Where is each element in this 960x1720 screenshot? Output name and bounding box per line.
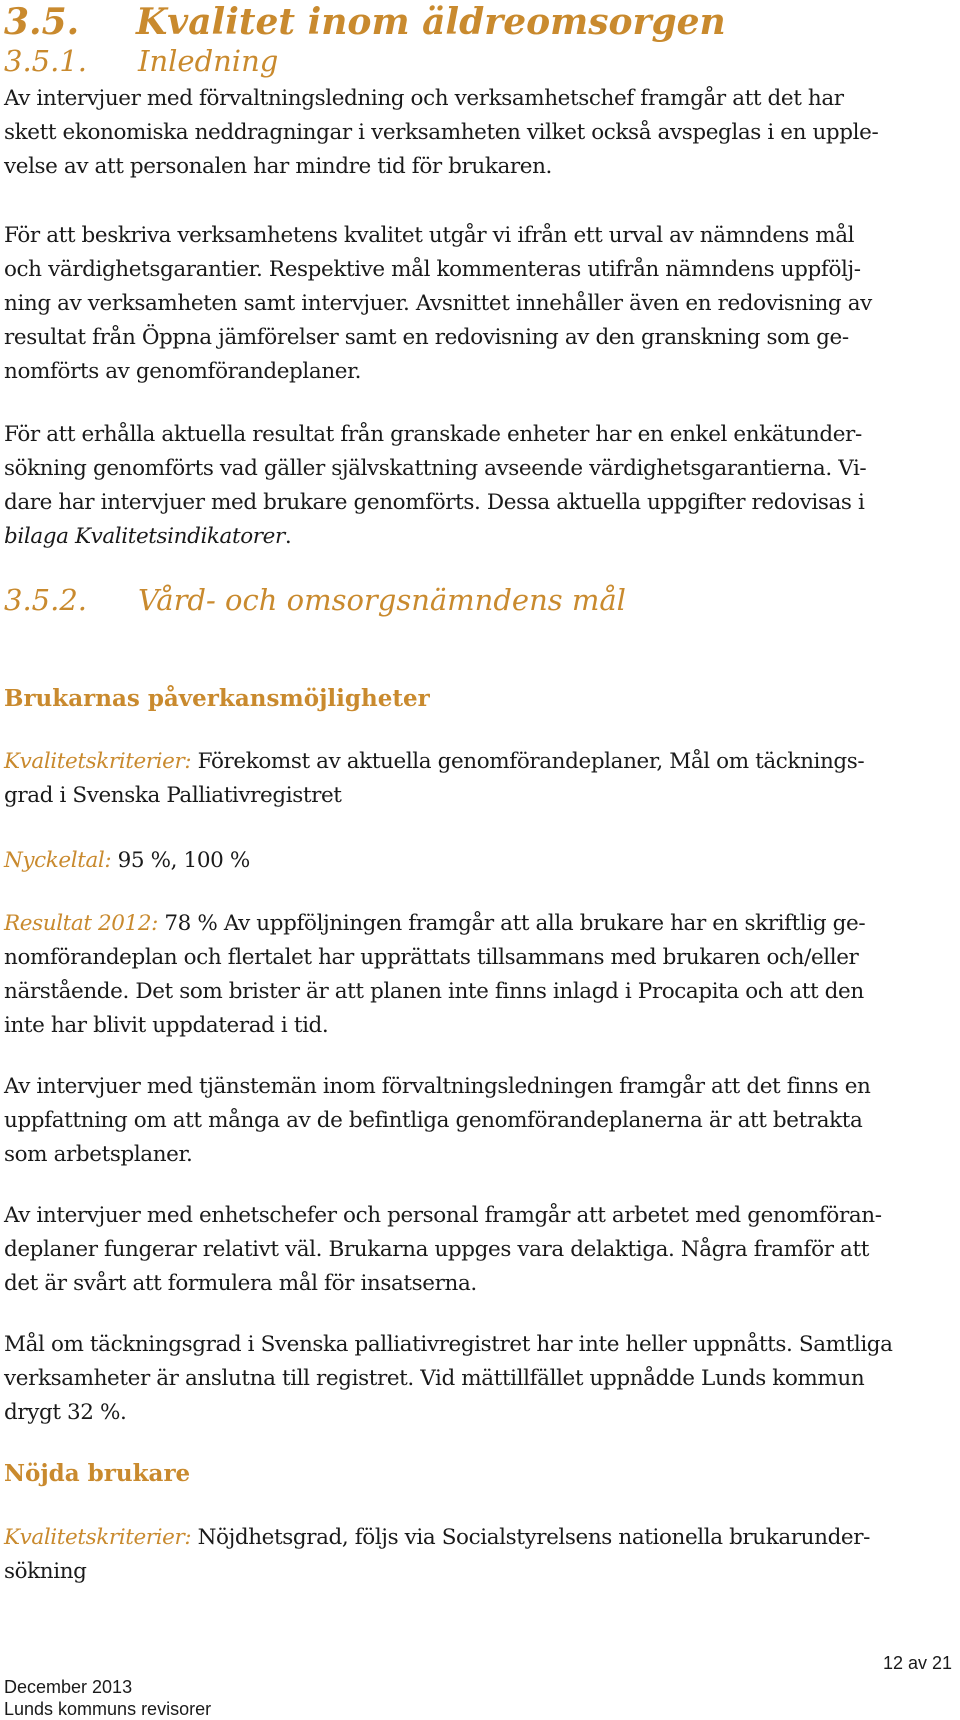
subsection-number: 3.5.2. [4,583,88,617]
result-2012: Resultat 2012: 78 % Av uppföljningen framgår att alla brukare har en skriftlig ge- nomförandeplan och flertalet har upprättats tillsammans med brukaren och/eller närstående. Det som brister är att planen inte finns inlagd i Procapita och att den inte har blivit uppdaterad i tid. [4,911,866,1038]
footer [4,1676,211,1720]
key-figures: Nyckeltal: 95 %, 100 % [4,848,250,873]
goal-heading-influence: Brukarnas påverkansmöjligheter [4,685,430,712]
subsection-title: Inledning [138,44,279,78]
intro-paragraph-2: För att beskriva verksamhetens kvalitet utgår vi ifrån ett urval av nämndens mål och värdighetsgarantier. Respektive mål kommenteras utifrån nämndens uppfölj- ning av verksamheten samt intervjuer. Avsnittet innehåller även en redovisning av resultat från Öppna jämförelser samt en redovisning av den granskning som ge- nomförts av genomförandeplaner. [4,223,872,384]
intro-paragraph-3: För att erhålla aktuella resultat från granskade enheter har en enkel enkätunder- sökning genomförts vad gäller självskattning avseende värdighetsgarantierna. Vi- dare har intervjuer med brukare genomförts. Dessa aktuella uppgifter redovisas i bilaga Kvalitetsindikatorer. [4,422,867,549]
footer-organization: Lunds kommuns revisorer [4,1699,212,1719]
subsection-title: Vård- och omsorgsnämndens mål [138,583,626,617]
officials-paragraph: Av intervjuer med tjänstemän inom förvaltningsledningen framgår att det finns en uppfattning om att många av de befintliga genomförandeplanerna är att betrakta som arbetsplaner. [4,1074,871,1167]
criteria-label: Kvalitetskriterier: [4,749,192,774]
subsection-heading-intro [4,44,278,78]
subsection-heading-goals [4,583,626,617]
coverage-paragraph: Mål om täckningsgrad i Svenska palliativregistret har inte heller uppnåtts. Samtliga verksamheter är anslutna till registret. Vid mättillfället uppnådde Lunds kommun drygt 32 %. [4,1332,893,1425]
section-title: Kvalitet inom äldreomsorgen [136,1,726,43]
goal-heading-satisfied: Nöjda brukare [4,1460,191,1487]
footer-date: December 2013 [4,1677,133,1697]
appendix-reference: bilaga Kvalitetsindikatorer [4,524,285,549]
criteria-label: Kvalitetskriterier: [4,1525,192,1550]
quality-criteria-1: Kvalitetskriterier: Förekomst av aktuella genomförandeplaner, Mål om täcknings- grad i Svenska Palliativregistret [4,749,865,808]
managers-paragraph: Av intervjuer med enhetschefer och personal framgår att arbetet med genomföran- deplaner fungerar relativt väl. Brukarna uppges vara delaktiga. Några framför att det är svårt att formulera mål för insatserna. [4,1203,882,1296]
page-number: 12 av 21 [882,1653,952,1673]
intro-paragraph-1: Av intervjuer med förvaltningsledning och verksamhetschef framgår att det har skett ekonomiska neddragningar i verksamheten vilket också avspeglas i en upple- velse av att personalen har mindre tid för brukaren. [4,86,879,179]
section-heading-main [4,0,726,44]
result-label: Resultat 2012: [4,911,158,936]
section-number: 3.5. [4,1,80,43]
key-figures-label: Nyckeltal: [4,848,112,873]
subsection-number: 3.5.1. [4,44,88,78]
quality-criteria-2: Kvalitetskriterier: Nöjdhetsgrad, följs via Socialstyrelsens nationella brukarunder- sökning [4,1525,871,1584]
